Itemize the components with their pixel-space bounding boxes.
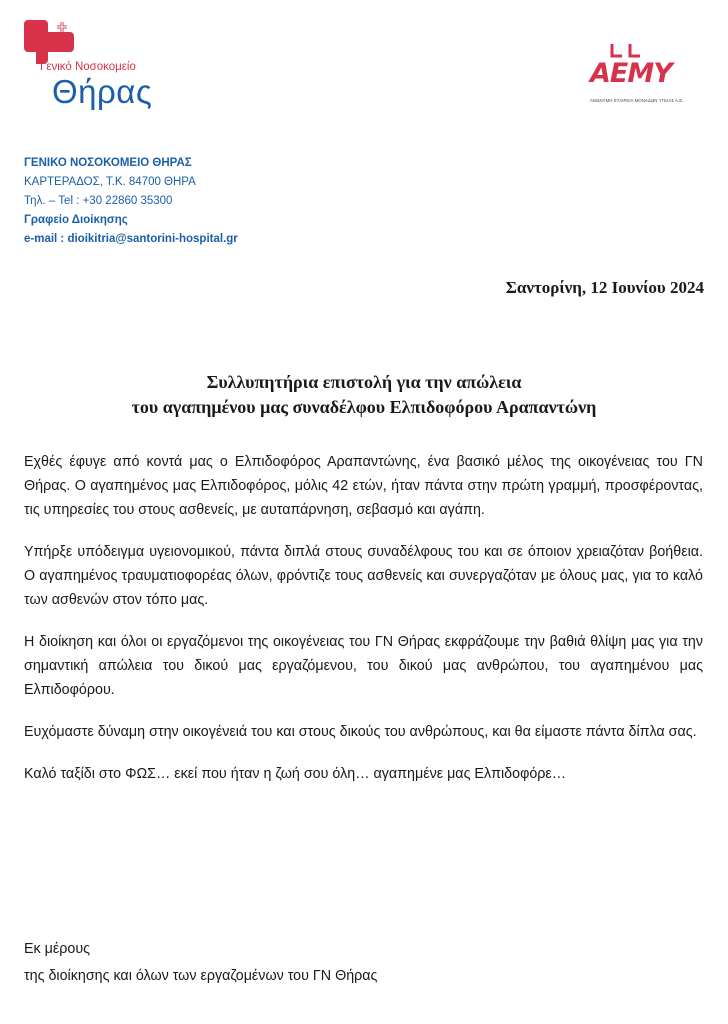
letter-title-line2: του αγαπημένου μας συναδέλφου Ελπιδοφόρου Αραπαντώνη bbox=[131, 397, 597, 417]
hospital-logo-title: Θήρας bbox=[52, 73, 153, 110]
contact-name: ΓΕΝΙΚΟ ΝΟΣΟΚΟΜΕΙΟ ΘΗΡΑΣ bbox=[24, 157, 192, 169]
contact-office: Γραφείο Διοίκησης bbox=[24, 214, 128, 226]
signature-line2: της διοίκησης και όλων των εργαζομένων του ΓΝ Θήρας bbox=[24, 968, 378, 984]
body-paragraph: Η διοίκηση και όλοι οι εργαζόμενοι της οικογένειας του ΓΝ Θήρας εκφράζουμε την βαθιά θλίψη μας για την σημαντική απώλεια του δικού μας εργαζόμενου, του δικού μας ανθρώπου, του αγαπημένου μας Ελπιδοφόρου. bbox=[24, 634, 703, 698]
letter-date: Σαντορίνη, 12 Ιουνίου 2024 bbox=[505, 278, 704, 297]
aemy-logo-tagline: ΑΝΩΝΥΜΗ ΕΤΑΙΡΕΙΑ ΜΟΝΑΔΩΝ ΥΓΕΙΑΣ Α.Ε. bbox=[590, 98, 684, 103]
body-paragraph: Καλό ταξίδι στο ΦΩΣ… εκεί που ήταν η ζωή σου όλη… αγαπημένε μας Ελπιδοφόρε… bbox=[24, 766, 567, 782]
body-paragraph: Ευχόμαστε δύναμη στην οικογένειά του και στους δικούς του ανθρώπους, και θα είμαστε πάντα δίπλα σας. bbox=[24, 724, 697, 740]
body-paragraph: Υπήρξε υπόδειγμα υγειονομικού, πάντα διπλά στους συναδέλφους του και σε όποιον χρειαζόταν βοήθεια. Ο αγαπημένος τραυματιοφορέας όλων, φρόντιζε τους ασθενείς και συνεργαζόταν με όλους μας, για το καλό των ασθενών στον τόπο μας. bbox=[24, 544, 703, 608]
signature-line1: Εκ μέρους bbox=[24, 941, 91, 957]
medical-cross-icon bbox=[22, 18, 80, 64]
letter-title-line1: Συλλυπητήρια επιστολή για την απώλεια bbox=[206, 372, 522, 392]
body-paragraph: Εχθές έφυγε από κοντά μας ο Ελπιδοφόρος Αραπαντώνης, ένα βασικό μέλος της οικογένειας του ΓΝ Θήρας. Ο αγαπημένος μας Ελπιδοφόρος, μόλις 42 ετών, ήταν πάντα στην πρώτη γραμμή, προσφέροντας, τις υπηρεσίες του στους ασθενείς, με αυταπάρνηση, σεβασμό και αγάπη. bbox=[24, 454, 703, 518]
contact-address: ΚΑΡΤΕΡΑΔΟΣ, Τ.Κ. 84700 ΘΗΡΑ bbox=[24, 176, 196, 188]
hospital-logo bbox=[22, 18, 172, 118]
contact-block bbox=[24, 154, 238, 249]
hospital-logo-subtitle: Γενικό Νοσοκομείο bbox=[40, 61, 136, 73]
aemy-logo-text: AEMY bbox=[590, 58, 672, 89]
aemy-logo bbox=[590, 40, 702, 106]
signature-block bbox=[24, 936, 377, 990]
letter-title bbox=[0, 370, 728, 420]
contact-email[interactable]: e-mail : dioikitria@santorini-hospital.gr bbox=[24, 233, 238, 245]
contact-phone: Τηλ. – Tel : +30 22860 35300 bbox=[24, 195, 173, 207]
letter-body bbox=[24, 450, 703, 804]
